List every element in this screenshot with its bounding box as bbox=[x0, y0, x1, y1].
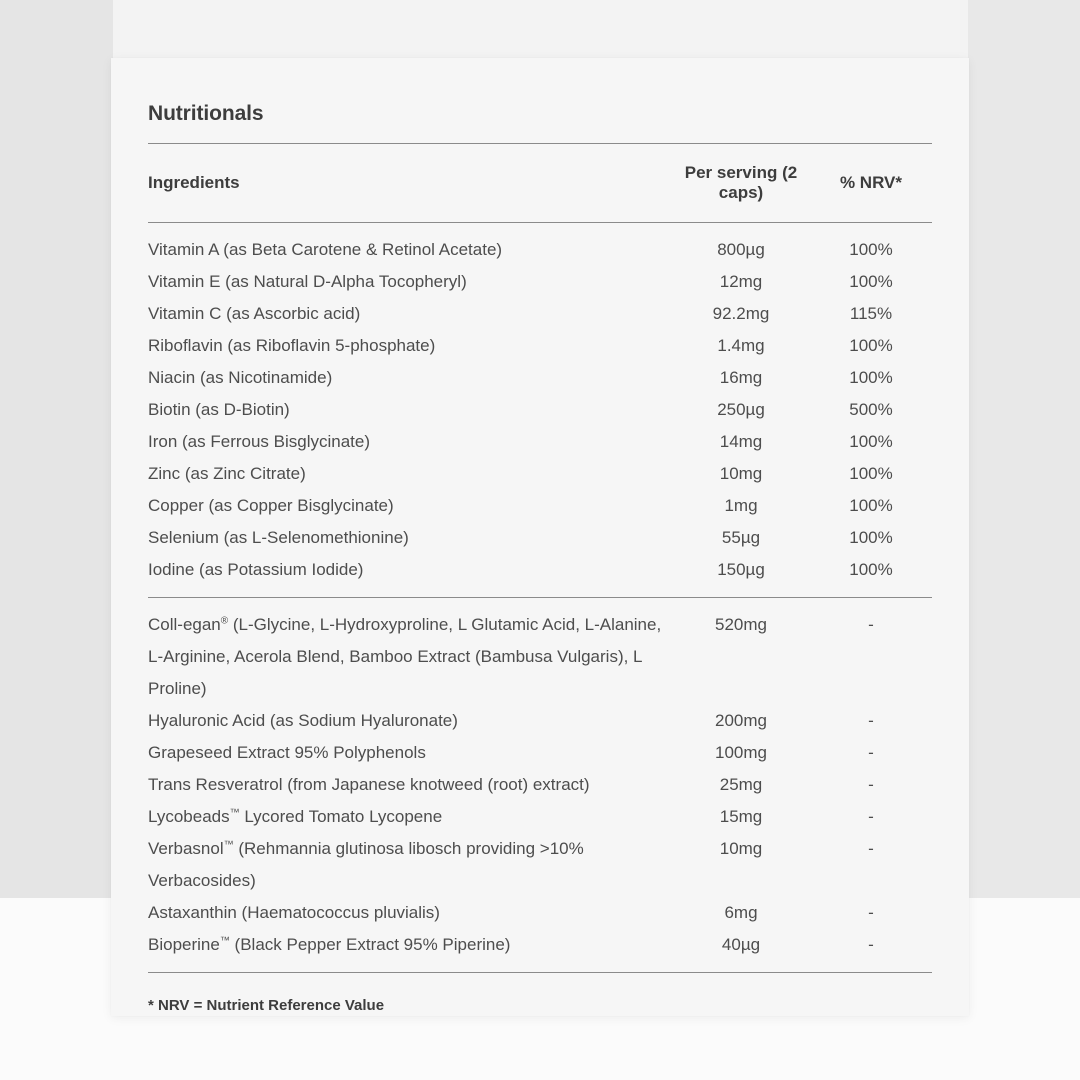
cell-per-serving: 10mg bbox=[719, 839, 763, 858]
cell-ingredient: Riboflavin (as Riboflavin 5-phosphate) bbox=[148, 336, 436, 355]
cell-nrv: - bbox=[868, 903, 874, 922]
cell-per-serving: 100mg bbox=[715, 743, 767, 762]
cell-nrv: 100% bbox=[849, 528, 893, 547]
table-row bbox=[148, 554, 932, 597]
cell-ingredient: Vitamin A (as Beta Carotene & Retinol Acetate) bbox=[148, 240, 503, 259]
botanicals-and-actives-table bbox=[148, 598, 932, 972]
table-row bbox=[148, 426, 932, 458]
cell-per-serving: 12mg bbox=[719, 272, 763, 291]
cell-ingredient: Coll-egan® (L-Glycine, L-Hydroxyproline, L Glutamic Acid, L-Alanine, L-Arginine, Acerola Blend, Bamboo Extract (Bambusa Vulgaris), L Proline) bbox=[148, 615, 662, 698]
column-header-per-serving: Per serving (2 caps) bbox=[684, 163, 798, 202]
cell-nrv: - bbox=[868, 807, 874, 826]
cell-nrv: 500% bbox=[849, 400, 893, 419]
nrv-footnote: * NRV = Nutrient Reference Value bbox=[148, 997, 385, 1014]
cell-ingredient: Selenium (as L-Selenomethionine) bbox=[148, 528, 409, 547]
cell-ingredient: Biotin (as D-Biotin) bbox=[148, 400, 290, 419]
table-row bbox=[148, 394, 932, 426]
cell-nrv: 100% bbox=[849, 368, 893, 387]
cell-per-serving: 800µg bbox=[717, 240, 765, 259]
column-header-nrv: % NRV* bbox=[839, 173, 903, 192]
table-row bbox=[148, 298, 932, 330]
cell-ingredient: Zinc (as Zinc Citrate) bbox=[148, 464, 306, 483]
table-row bbox=[148, 801, 932, 833]
cell-nrv: 100% bbox=[849, 272, 893, 291]
cell-ingredient: Bioperine™ (Black Pepper Extract 95% Piperine) bbox=[148, 935, 511, 954]
table-row bbox=[148, 362, 932, 394]
cell-ingredient: Niacin (as Nicotinamide) bbox=[148, 368, 333, 387]
cell-per-serving: 250µg bbox=[717, 400, 765, 419]
cell-nrv: 100% bbox=[849, 464, 893, 483]
cell-nrv: - bbox=[868, 743, 874, 762]
cell-per-serving: 14mg bbox=[719, 432, 763, 451]
cell-nrv: - bbox=[868, 615, 874, 634]
cell-ingredient: Trans Resveratrol (from Japanese knotweed (root) extract) bbox=[148, 775, 590, 794]
cell-ingredient: Verbasnol™ (Rehmannia glutinosa libosch providing >10% Verbacosides) bbox=[148, 839, 584, 890]
cell-per-serving: 10mg bbox=[719, 464, 763, 483]
column-header-ingredients: Ingredients bbox=[148, 173, 240, 192]
cell-per-serving: 6mg bbox=[724, 903, 758, 922]
table-row bbox=[148, 522, 932, 554]
cell-per-serving: 1mg bbox=[724, 496, 758, 515]
table-row bbox=[148, 833, 932, 897]
cell-nrv: 100% bbox=[849, 240, 893, 259]
vitamins-and-minerals-table bbox=[148, 223, 932, 597]
nutritionals-table bbox=[148, 144, 932, 222]
table-row bbox=[148, 598, 932, 705]
cell-nrv: - bbox=[868, 711, 874, 730]
cell-nrv: 100% bbox=[849, 496, 893, 515]
botanicals-and-actives-body bbox=[148, 598, 932, 972]
cell-per-serving: 15mg bbox=[719, 807, 763, 826]
cell-nrv: - bbox=[868, 935, 874, 954]
cell-nrv: 100% bbox=[849, 336, 893, 355]
table-row bbox=[148, 330, 932, 362]
cell-per-serving: 92.2mg bbox=[712, 304, 770, 323]
cell-ingredient: Astaxanthin (Haematococcus pluvialis) bbox=[148, 903, 440, 922]
cell-ingredient: Iodine (as Potassium Iodide) bbox=[148, 560, 364, 579]
table-row bbox=[148, 769, 932, 801]
cell-nrv: 115% bbox=[849, 304, 893, 323]
cell-per-serving: 1.4mg bbox=[717, 336, 765, 355]
cell-ingredient: Vitamin C (as Ascorbic acid) bbox=[148, 304, 361, 323]
cell-ingredient: Iron (as Ferrous Bisglycinate) bbox=[148, 432, 371, 451]
table-header-row bbox=[148, 144, 932, 222]
table-header bbox=[148, 144, 932, 222]
background-left-band bbox=[0, 0, 113, 898]
nutritionals-card bbox=[111, 58, 969, 1016]
table-row bbox=[148, 897, 932, 929]
cell-per-serving: 40µg bbox=[721, 935, 761, 954]
table-row bbox=[148, 223, 932, 266]
table-row bbox=[148, 490, 932, 522]
page-title: Nutritionals bbox=[148, 102, 264, 125]
cell-nrv: 100% bbox=[849, 432, 893, 451]
cell-nrv: 100% bbox=[849, 560, 893, 579]
vitamins-and-minerals-body bbox=[148, 223, 932, 597]
cell-per-serving: 150µg bbox=[717, 560, 765, 579]
cell-nrv: - bbox=[868, 775, 874, 794]
cell-per-serving: 200mg bbox=[715, 711, 767, 730]
table-row bbox=[148, 458, 932, 490]
cell-per-serving: 25mg bbox=[719, 775, 763, 794]
cell-ingredient: Hyaluronic Acid (as Sodium Hyaluronate) bbox=[148, 711, 458, 730]
cell-ingredient: Vitamin E (as Natural D-Alpha Tocopheryl) bbox=[148, 272, 467, 291]
table-row bbox=[148, 737, 932, 769]
cell-per-serving: 16mg bbox=[719, 368, 763, 387]
table-row bbox=[148, 705, 932, 737]
cell-ingredient: Copper (as Copper Bisglycinate) bbox=[148, 496, 394, 515]
table-row bbox=[148, 266, 932, 298]
cell-per-serving: 55µg bbox=[721, 528, 761, 547]
cell-ingredient: Lycobeads™ Lycored Tomato Lycopene bbox=[148, 807, 443, 826]
cell-ingredient: Grapeseed Extract 95% Polyphenols bbox=[148, 743, 426, 762]
background-right-band bbox=[968, 0, 1080, 900]
cell-per-serving: 520mg bbox=[715, 615, 767, 634]
table-row bbox=[148, 929, 932, 972]
cell-nrv: - bbox=[868, 839, 874, 858]
